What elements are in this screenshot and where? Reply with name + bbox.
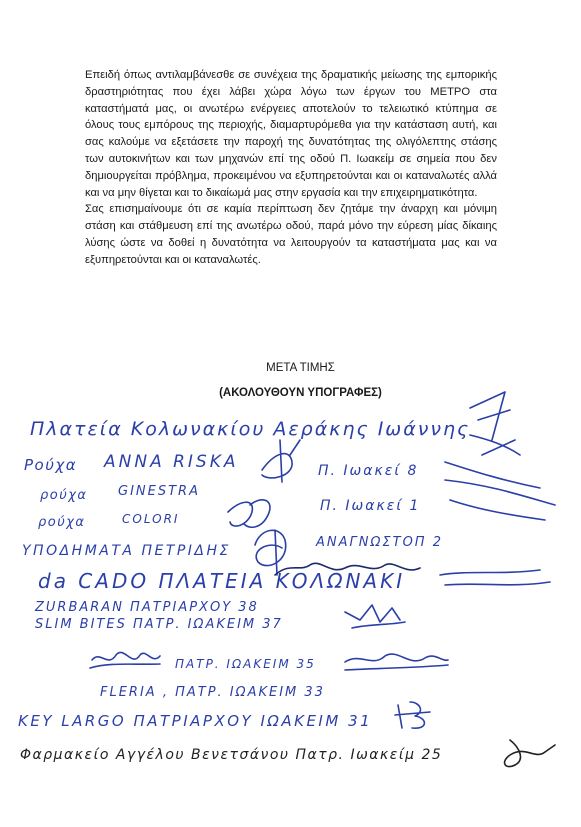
handwritten-rouxa-3: ρούχα	[38, 515, 86, 530]
handwritten-ginestra: GINESTRA	[118, 484, 200, 499]
handwritten-key-largo: KEY LARGO ΠΑΤΡΙΑΡΧΟΥ ΙΩΑΚΕΙΜ 31	[18, 712, 373, 730]
handwritten-pharmacy: Φαρμακείο Αγγέλου Βενετσάνου Πατρ. Ιωακείμ 25	[20, 747, 443, 763]
handwritten-address-1: Π. Ιωακεί 1	[320, 498, 421, 514]
signature-11	[395, 702, 430, 728]
handwritten-address-8: Π. Ιωακεί 8	[318, 463, 419, 479]
signature-9	[90, 652, 160, 668]
handwritten-anagnostop: ΑΝΑΓΝΩΣΤΟΠ 2	[316, 535, 443, 550]
signature-1	[470, 392, 520, 455]
signature-10	[345, 654, 448, 670]
handwritten-zurbaran: ZURBARAN ΠΑΤΡΙΑΡΧΟΥ 38	[35, 600, 259, 615]
handwritten-address-35: ΠΑΤΡ. ΙΩΑΚΕΙΜ 35	[175, 657, 316, 671]
signature-6	[275, 563, 420, 575]
signatures-heading: (ΑΚΟΛΟΥΘΟΥΝ ΥΠΟΓΡΑΦΕΣ)	[219, 387, 382, 399]
signature-5	[255, 530, 286, 575]
paragraph-2: Σας επισημαίνουμε ότι σε καμία περίπτωση δεν ζητάμε την άναρχη και μόνιμη στάση και στάθμευση επί της ανωτέρω οδού, παρά μόνο την εύρεση μίας δίκαιης λύσης ώστε να δοθεί η δυνατότητα να λειτουργούν τα καταστήματα μας και να εξυπηρετούνται και οι καταναλωτές.	[85, 203, 497, 266]
signature-2	[262, 440, 300, 482]
handwritten-rouxa-2: ρούχα	[40, 488, 88, 503]
signature-4	[228, 500, 270, 527]
signature-12	[505, 740, 555, 767]
handwritten-slim-bites: SLIM BITES ΠΑΤΡ. ΙΩΑΚΕΙΜ 37	[35, 617, 283, 632]
handwritten-ypodimata-petridis: ΥΠΟΔΗΜΑΤΑ ΠΕΤΡΙΔΗΣ	[22, 543, 231, 559]
paragraph-1: Επειδή όπως αντιλαμβάνεσθε σε συνέχεια της δραματικής μείωσης της εμπορικής δραστηριότητας που έχει λάβει χώρα λόγω των έργων του ΜΕΤΡΟ στα καταστήματά μας, οι ανωτέρω ενέργειες αποτελούν το τελειωτικό κτύπημα σε όλους τους εμπόρους της περιοχής, διαμαρτυρόμεθα για την κατάσταση αυτή, και σας καλούμε να εξετάσετε την παροχή της δυνατότητας της ολιγόλεπτης στάσης των αυτοκινήτων και των μηχανών επί της οδού Π. Ιωακείμ σε σημεία που δεν δημιουργείται πρόβλημα, προκειμένου να εξυπηρετούνται και οι καταναλωτές αλλά και να μην θίγεται και το δικαίωμά μας στην εργασία και την επιχειρηματικότητα.	[85, 69, 497, 199]
closing-salutation: ΜΕΤΑ ΤΙΜΗΣ	[266, 362, 335, 374]
handwritten-anna-riska: ANNA RISKA	[104, 452, 239, 472]
signature-7	[440, 570, 550, 585]
handwritten-da-cado: da CADO ΠΛΑΤΕΙΑ ΚΟΛΩΝΑΚΙ	[38, 569, 406, 593]
handwritten-colori: COLORI	[122, 512, 180, 526]
signature-3	[445, 462, 555, 520]
handwritten-line-kolonaki: Πλατεία Κολωνακίου Αεράκης Ιωάννης	[30, 418, 471, 440]
signature-8	[345, 605, 405, 628]
handwritten-rouxa-1: Ρούχα	[24, 456, 78, 474]
handwritten-fleria: FLERIA , ΠΑΤΡ. ΙΩΑΚΕΙΜ 33	[100, 685, 325, 700]
